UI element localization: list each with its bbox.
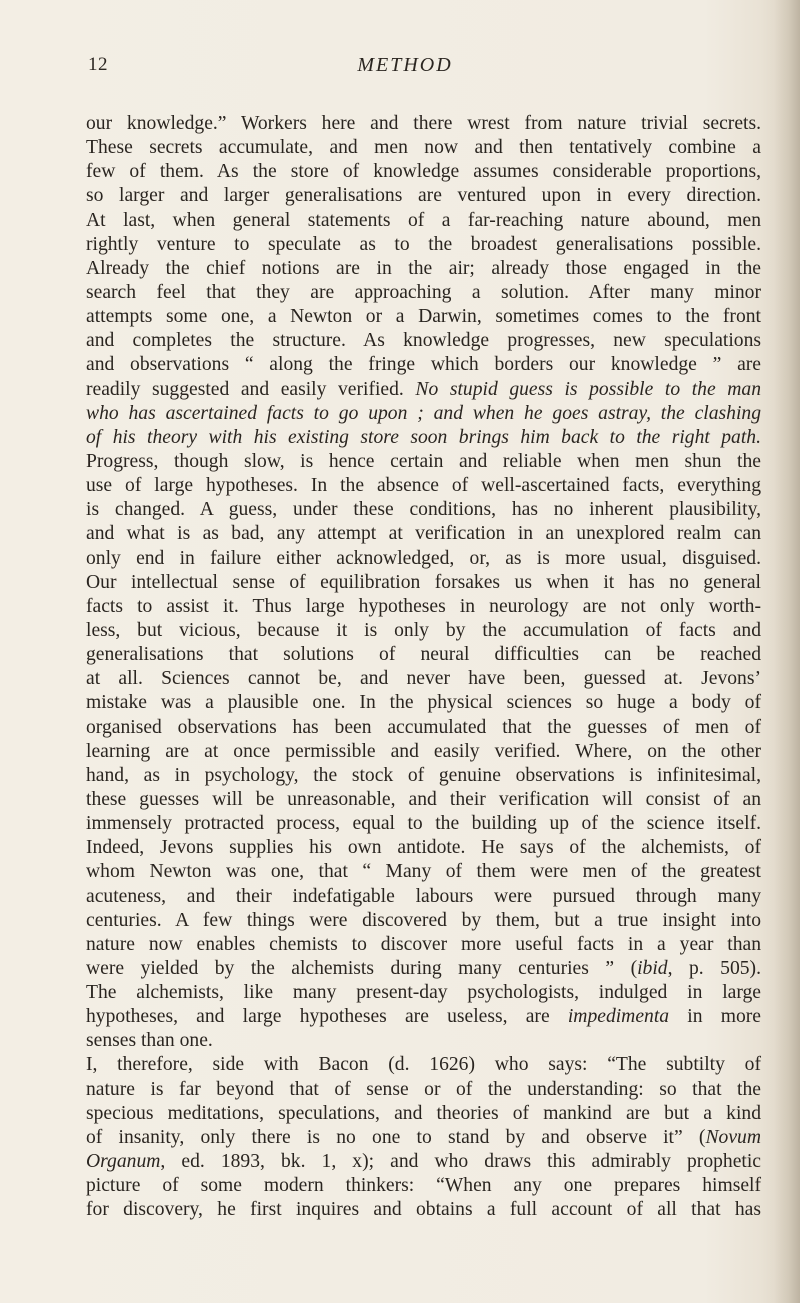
text-line: I, therefore, side with Bacon (d. 1626) who says: “The subtilty of [86, 1054, 761, 1076]
text-line: These secrets accumulate, and men now and then tentatively combine a [86, 137, 761, 159]
text-line: senses than one. [86, 1030, 213, 1052]
text-line: Indeed, Jevons supplies his own antidote. He says of the alchemists, of [86, 837, 761, 859]
text-line: whom Newton was one, that “ Many of them were men of the greatest [86, 861, 761, 883]
text-line: nature now enables chemists to discover more useful facts in a year than [86, 933, 761, 955]
italic-segment: No stupid guess is possible to the man [415, 378, 761, 400]
italic-segment: of his theory with his existing store soon brings him back to the right path. [86, 426, 761, 448]
running-title: METHOD [357, 54, 453, 76]
text-line: is changed. A guess, under these conditions, has no inherent plausibility, [86, 499, 761, 521]
page-number: 12 [88, 54, 108, 75]
text-line: less, but vicious, because it is only by the accumulation of facts and [86, 619, 761, 641]
text-line: facts to assist it. Thus large hypotheses in neurology are not only worth- [86, 595, 761, 617]
text-line-mixed [86, 1005, 761, 1029]
text-segment: , p. 505). [667, 957, 761, 979]
text-line: at all. Sciences cannot be, and never have been, guessed at. Jevons’ [86, 668, 761, 690]
text-line: Progress, though slow, is hence certain and reliable when men shun the [86, 450, 761, 472]
text-line: Already the chief notions are in the air; already those engaged in the [86, 257, 761, 279]
text-line: organised observations has been accumulated that the guesses of men of [86, 716, 761, 738]
page-edge-shadow [774, 0, 800, 1303]
italic-segment: ibid [637, 957, 668, 979]
italic-segment: Novum [705, 1126, 761, 1148]
text-line: for discovery, he first inquires and obtains a full account of all that has [86, 1199, 761, 1221]
text-line: nature is far beyond that of sense or of the understanding: so that the [86, 1078, 761, 1100]
running-head [0, 54, 800, 84]
text-line: mistake was a plausible one. In the physical sciences so huge a body of [86, 692, 761, 714]
text-line: acuteness, and their indefatigable labours were pursued through many [86, 885, 761, 907]
text-line: rightly venture to speculate as to the broadest generalisations possible. [86, 233, 761, 255]
text-segment: in more [669, 1006, 761, 1028]
text-segment: of insanity, only there is no one to stand by and observe it” [86, 1126, 683, 1148]
text-line-mixed [86, 957, 761, 981]
text-line: our knowledge.” Workers here and there wrest from nature trivial secrets. [86, 113, 761, 134]
text-line-mixed [86, 378, 761, 402]
text-segment: , [160, 1151, 166, 1173]
text-line: generalisations that solutions of neural difficulties can be reached [86, 644, 761, 666]
text-line: At last, when general statements of a far-reaching nature abound, men [86, 209, 761, 231]
text-line-mixed [86, 1150, 761, 1174]
text-line: only end in failure either acknowledged, or, as is more usual, disguised. [86, 547, 761, 569]
text-line: so larger and larger generalisations are ventured upon in every direction. [86, 185, 761, 207]
italic-segment: Organum [86, 1151, 161, 1173]
text-line: few of them. As the store of knowledge assumes considerable proportions, [86, 161, 761, 183]
text-line: and observations “ along the fringe which borders our knowledge ” are [86, 354, 761, 376]
text-line: learning are at once permissible and easily verified. Where, on the other [86, 740, 761, 762]
text-line: use of large hypotheses. In the absence of well-ascertained facts, everything [86, 475, 761, 497]
text-line: hand, as in psychology, the stock of genuine observations is infinitesimal, [86, 764, 761, 786]
italic-segment: who has ascertained facts to go upon ; and when he goes astray, the clashing [86, 402, 761, 424]
text-line: immensely protracted process, equal to the building up of the science itself. [86, 813, 761, 835]
text-line: attempts some one, a Newton or a Darwin, sometimes comes to the front [86, 306, 761, 328]
text-segment: ( [630, 957, 638, 979]
italic-segment: impedimenta [567, 1006, 670, 1028]
text-line: picture of some modern thinkers: “When any one prepares himself [86, 1175, 761, 1197]
text-line-mixed [86, 1126, 761, 1150]
text-line-italic [86, 402, 761, 426]
text-line-italic [86, 426, 761, 450]
text-line: these guesses will be unreasonable, and their verification will consist of an [86, 788, 761, 810]
text-segment: ( [682, 1126, 706, 1148]
text-line: specious meditations, speculations, and theories of mankind are but a kind [86, 1102, 761, 1124]
text-line: The alchemists, like many present-day psychologists, indulged in large [86, 982, 761, 1004]
body-text [86, 112, 761, 1222]
text-line: search feel that they are approaching a solution. After many minor [86, 281, 761, 303]
text-segment: hypotheses, and large hypotheses are useless, are [86, 1006, 550, 1028]
text-segment: were yielded by the alchemists during many centuries ” [86, 957, 615, 979]
text-line: and what is as bad, any attempt at verification in an unexplored realm can [86, 523, 761, 545]
text-segment: readily suggested and easily verified. [86, 378, 404, 400]
text-segment: ed. 1893, bk. 1, x); and who draws this admirably prophetic [181, 1151, 762, 1173]
text-line: centuries. A few things were discovered by them, but a true insight into [86, 909, 761, 931]
text-line: and completes the structure. As knowledge progresses, new speculations [86, 330, 761, 352]
text-line: Our intellectual sense of equilibration forsakes us when it has no general [86, 571, 761, 593]
